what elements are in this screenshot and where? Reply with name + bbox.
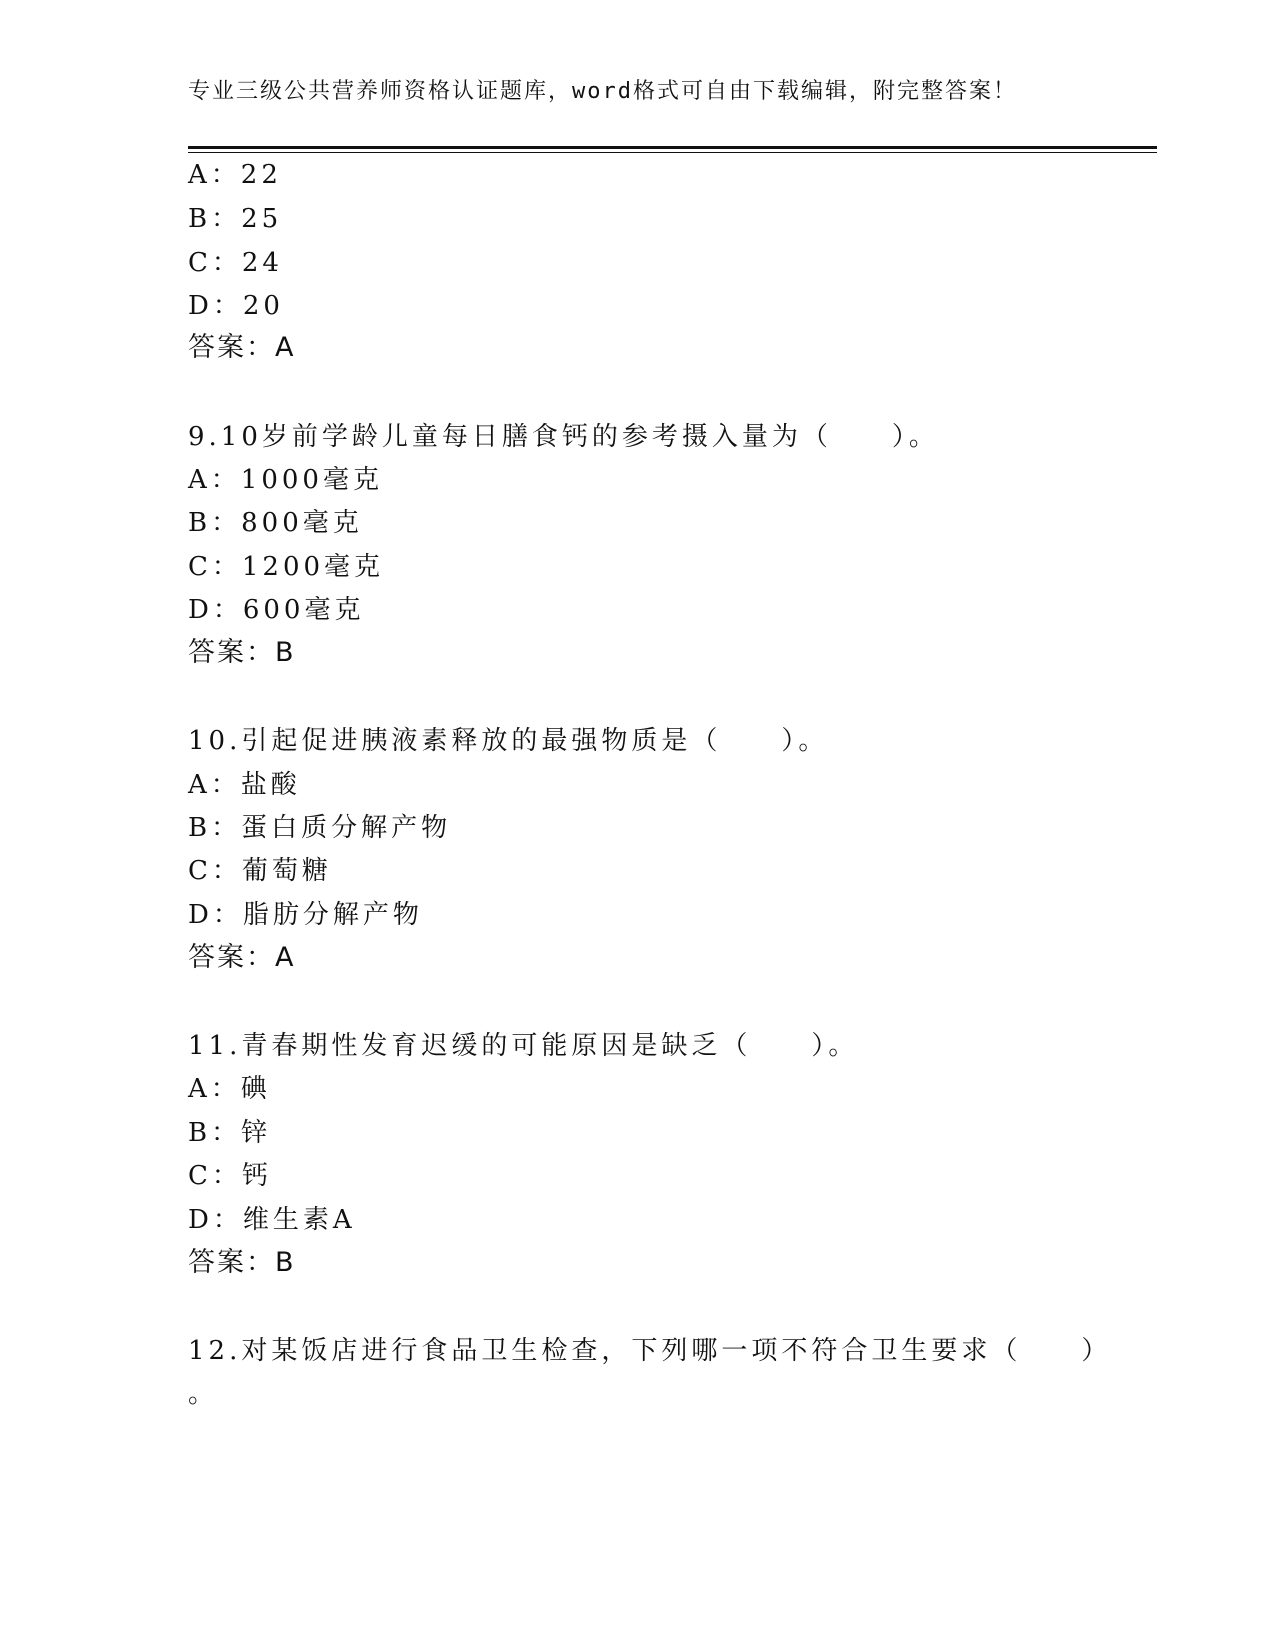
option-b: B：蛋白质分解产物 <box>188 813 452 843</box>
option-c: C：钙 <box>188 1161 272 1191</box>
option-a: A：盐酸 <box>188 770 301 800</box>
option-d: D：维生素A <box>188 1205 356 1235</box>
option-b: B：800毫克 <box>188 508 363 538</box>
option-a: A：碘 <box>188 1074 271 1104</box>
header-divider-thick <box>188 146 1157 149</box>
option-a: A：22 <box>188 160 282 190</box>
option-c: C：24 <box>188 248 283 278</box>
question-stem: 11.青春期性发育迟缓的可能原因是缺乏（ ）。 <box>188 1031 859 1061</box>
option-c: C：葡萄糖 <box>188 856 332 886</box>
option-d: D：脂肪分解产物 <box>188 900 423 930</box>
option-d: D：600毫克 <box>188 595 365 625</box>
question-stem: 9.10岁前学龄儿童每日膳食钙的参考摄入量为（ ）。 <box>188 422 939 452</box>
answer-line: 答案：A <box>188 332 296 363</box>
answer-line: 答案：B <box>188 1247 296 1278</box>
answer-line: 答案：A <box>188 942 296 973</box>
option-c: C：1200毫克 <box>188 552 385 582</box>
option-d: D：20 <box>188 291 284 321</box>
question-stem: 10.引起促进胰液素释放的最强物质是（ ）。 <box>188 726 829 756</box>
question-stem-continuation: 。 <box>188 1379 219 1409</box>
option-b: B：锌 <box>188 1118 272 1148</box>
page-header: 专业三级公共营养师资格认证题库，word格式可自由下载编辑，附完整答案！ <box>188 79 1017 104</box>
answer-line: 答案：B <box>188 637 296 668</box>
header-divider-thin <box>188 152 1157 153</box>
option-a: A：1000毫克 <box>188 465 383 495</box>
option-b: B：25 <box>188 204 283 234</box>
question-stem: 12.对某饭店进行食品卫生检查，下列哪一项不符合卫生要求（ ） <box>188 1336 1112 1366</box>
